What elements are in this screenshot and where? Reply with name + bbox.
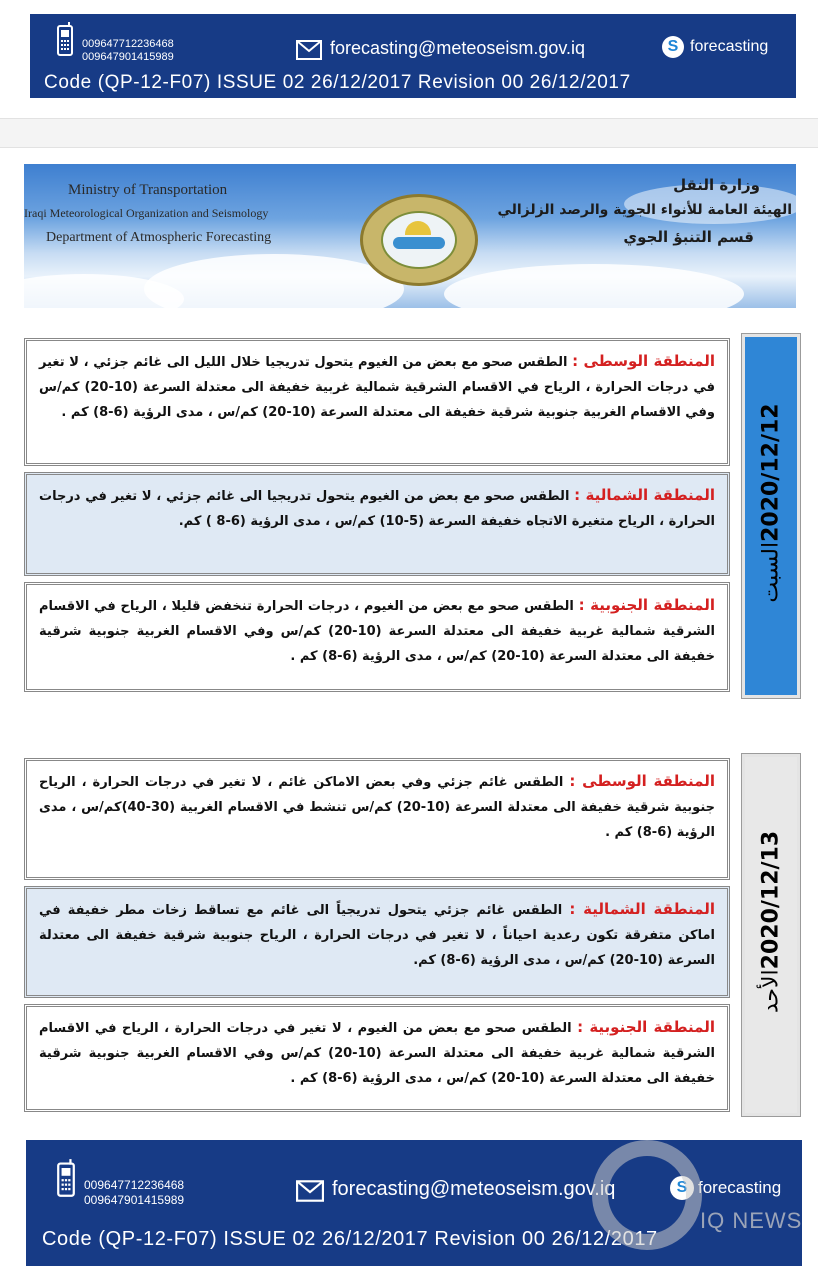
section-divider: [0, 118, 818, 148]
phone-number-2: 009647901415989: [82, 51, 174, 63]
region-southern: [24, 582, 730, 692]
banner-department-en: Department of Atmospheric Forecasting: [46, 230, 272, 245]
banner-ministry-en: Ministry of Transportation: [68, 182, 228, 198]
region-forecast-text: الطقس غائم جزئي وفي بعض الاماكن غائم ، لا تغير في درجات الحرارة ، الرياح جنوبية شرقية خفيفة الى معتدلة السرعة (10-20) كم/س تنشط في الاقسام الغربية (30-40)كم/س ، مدى الرؤية (6-8) كم .: [39, 775, 715, 840]
header-info-bar: [30, 14, 796, 98]
region-northern: [24, 886, 730, 998]
day-date-panel: [742, 754, 800, 1116]
region-name: المنطقة الشمالية :: [569, 900, 716, 918]
mobile-phone-icon: [56, 22, 74, 56]
region-name: المنطقة الوسطى :: [572, 352, 715, 370]
banner-organization-ar: الهيئة العامة للأنواء الجوية والرصد الزلزالي: [497, 202, 792, 218]
skype-handle[interactable]: forecasting: [690, 38, 769, 55]
email-link[interactable]: forecasting@meteoseism.gov.iq: [330, 38, 586, 58]
document-code-line: Code (QP-12-F07) ISSUE 02 26/12/2017 Revision 00 26/12/2017: [42, 1228, 658, 1250]
region-forecast-text: الطقس صحو مع بعض من الغيوم ، لا تغير في درجات الحرارة ، الرياح في الاقسام الشرقية شمالية غربية خفيفة الى معتدلة السرعة (10-20) كم/س وفي الاقسام الغربية جنوبية شرقية خفيفة الى معتدلة السرعة (10-20) كم/س ، مدى الرؤية (6-8) كم .: [39, 1021, 715, 1086]
news-watermark-text: IQ NEWS: [700, 1208, 803, 1233]
region-name: المنطقة الوسطى :: [569, 772, 715, 790]
mobile-phone-icon: [56, 1156, 76, 1200]
day-date: 2020/12/12: [758, 403, 784, 542]
skype-handle[interactable]: forecasting: [698, 1178, 782, 1197]
day-date-label: [759, 403, 784, 628]
organization-banner: [24, 164, 796, 308]
region-forecast-text: الطقس صحو مع بعض من الغيوم يتحول تدريجيا خلال الليل الى غائم جزئي ، لا تغير في درجات الحرارة ، الرياح في الاقسام الشرقية شمالية غربية خفيفة الى معتدلة السرعة (10-20) كم/س وفي الاقسام الغربية جنوبية شرقية خفيفة الى معتدلة السرعة (10-20) كم/س ، مدى الرؤية (6-8) كم .: [39, 355, 715, 420]
day-forecast-saturday: [24, 334, 800, 698]
day-name: السبت: [758, 541, 784, 603]
region-name: المنطقة الجنوبية :: [578, 596, 716, 614]
region-name: المنطقة الشمالية :: [574, 486, 716, 504]
day-name: الأحد: [758, 969, 784, 1014]
phone-number-1: 009647712236468: [82, 38, 174, 50]
day-date: 2020/12/13: [758, 830, 784, 970]
document-code-line: Code (QP-12-F07) ISSUE 02 26/12/2017 Revision 00 26/12/2017: [44, 72, 631, 93]
phone-number-1: 009647712236468: [84, 1178, 185, 1192]
seal-inner: [381, 211, 457, 269]
phone-numbers: [84, 1178, 184, 1208]
envelope-icon: [296, 40, 322, 60]
region-central: [24, 338, 730, 466]
region-central: [24, 758, 730, 880]
region-southern: [24, 1004, 730, 1112]
sun-emblem: [405, 221, 431, 235]
skype-icon: S: [662, 36, 684, 58]
region-forecast-text: الطقس غائم جزئي يتحول تدريجياً الى غائم مع تساقط زخات مطر خفيفة في اماكن متفرقة تكون رعدية احياناً ، لا تغير في درجات الحرارة ، الرياح جنوبية شرقية خفيفة الى معتدلة السرعة (10-20) كم/س ، مدى الرؤية (6-8) كم.: [39, 903, 715, 968]
water-emblem: [393, 237, 445, 249]
banner-ministry-ar: وزارة النقل: [673, 176, 760, 194]
phone-number-2: 009647901415989: [84, 1193, 185, 1207]
envelope-icon: [296, 1180, 324, 1202]
day-date-label: [759, 831, 784, 1039]
phone-numbers: [82, 38, 174, 64]
email-link[interactable]: forecasting@meteoseism.gov.iq: [332, 1178, 616, 1200]
region-name: المنطقة الجنوبية :: [577, 1018, 715, 1036]
day-forecast-sunday: [24, 754, 800, 1116]
region-forecast-text: الطقس صحو مع بعض من الغيوم ، درجات الحرارة تنخفض قليلا ، الرياح في الاقسام الشرقية شمالية غربية خفيفة الى معتدلة السرعة (10-20) كم/س وفي الاقسام الغربية جنوبية شرقية خفيفة الى معتدلة السرعة (10-20) كم/س ، مدى الرؤية (6-8) كم .: [39, 599, 715, 664]
region-forecast-text: الطقس صحو مع بعض من الغيوم يتحول تدريجيا الى غائم جزئي ، لا تغير في درجات الحرارة ، الرياح متغيرة الاتجاه خفيفة السرعة (5-10) كم/س ، مدى الرؤية (6-8 ) كم.: [39, 489, 715, 529]
cloud-shape: [444, 264, 744, 308]
news-watermark-logo: [592, 1140, 702, 1250]
skype-icon: S: [670, 1176, 694, 1200]
banner-department-ar: قسم التنبؤ الجوي: [623, 228, 754, 246]
organization-seal-logo: [360, 194, 478, 286]
region-northern: [24, 472, 730, 576]
banner-organization-en: Iraqi Meteorological Organization and Seismology: [24, 206, 269, 220]
day-date-panel: [742, 334, 800, 698]
